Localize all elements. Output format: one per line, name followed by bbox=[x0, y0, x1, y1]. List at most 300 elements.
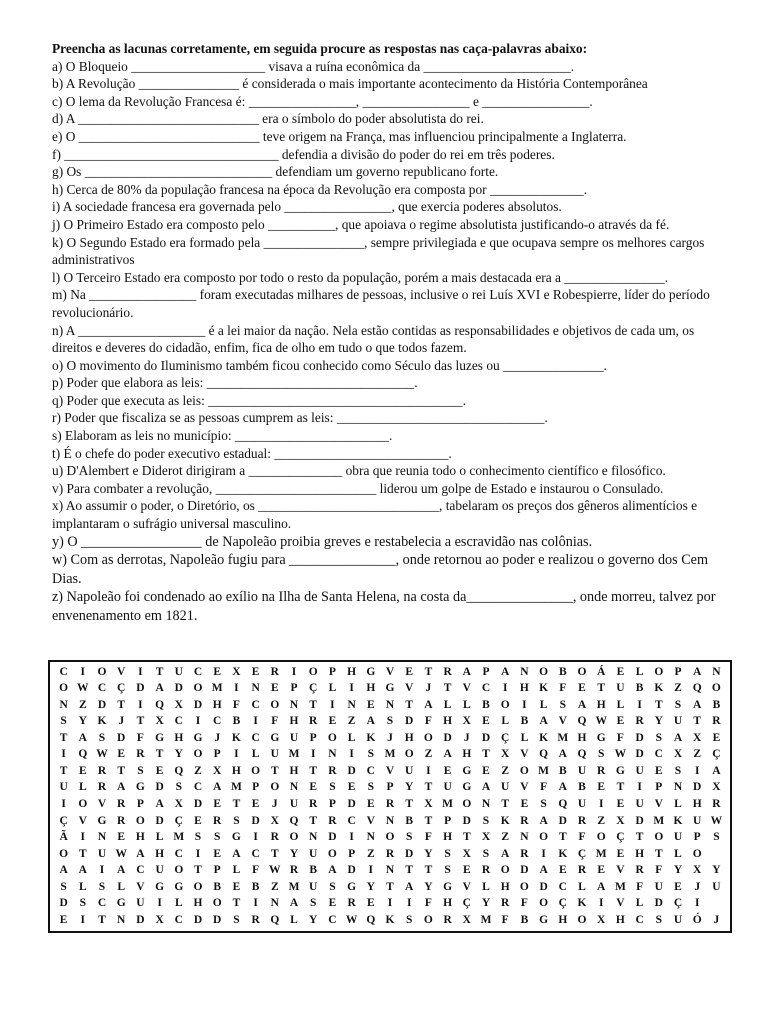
grid-letter: Y bbox=[424, 847, 433, 860]
grid-letter: H bbox=[558, 913, 568, 926]
grid-letter: F bbox=[232, 698, 240, 711]
grid-letter: T bbox=[424, 814, 433, 827]
grid-letter: A bbox=[117, 864, 126, 877]
grid-letter: I bbox=[195, 715, 201, 728]
grid-letter: Q bbox=[78, 748, 88, 761]
grid-letter: Z bbox=[693, 748, 702, 761]
grid-letter: A bbox=[155, 798, 164, 811]
grid-letter: D bbox=[405, 715, 414, 728]
grid-letter: P bbox=[386, 781, 394, 794]
grid-letter: Q bbox=[539, 748, 549, 761]
grid-letter: A bbox=[481, 781, 491, 794]
grid-letter: H bbox=[289, 715, 299, 728]
grid-letter: T bbox=[424, 665, 433, 678]
grid-letter: Z bbox=[501, 764, 510, 777]
grid-letter: T bbox=[309, 764, 318, 777]
grid-letter: L bbox=[578, 880, 586, 893]
grid-letter: G bbox=[385, 682, 395, 695]
grid-letter: E bbox=[251, 665, 260, 678]
grid-letter: E bbox=[674, 880, 682, 893]
grid-letter: S bbox=[405, 913, 413, 926]
grid-letter: S bbox=[367, 781, 374, 794]
grid-letter: R bbox=[270, 665, 279, 678]
grid-letter: V bbox=[385, 665, 395, 678]
grid-letter: R bbox=[501, 897, 510, 910]
grid-letter: T bbox=[117, 764, 126, 777]
grid-letter: D bbox=[251, 814, 260, 827]
grid-letter: A bbox=[539, 864, 548, 877]
grid-letter: H bbox=[692, 798, 702, 811]
grid-letter: C bbox=[654, 748, 663, 761]
grid-letter: D bbox=[520, 864, 529, 877]
grid-letter: T bbox=[78, 847, 87, 860]
grid-letter: D bbox=[481, 731, 491, 744]
question-j: j) O Primeiro Estado era composto pelo __________, que apoiava o regime absolutista justificando-o através da fé. bbox=[52, 216, 670, 232]
grid-letter: X bbox=[616, 814, 625, 827]
grid-letter: D bbox=[635, 814, 644, 827]
grid-letter: V bbox=[520, 781, 529, 794]
grid-letter: O bbox=[577, 665, 587, 678]
grid-letter: O bbox=[654, 831, 664, 844]
grid-letter: X bbox=[232, 665, 241, 678]
grid-letter: A bbox=[501, 847, 510, 860]
grid-letter: A bbox=[539, 814, 548, 827]
grid-letter: M bbox=[557, 731, 569, 744]
grid-letter: V bbox=[520, 748, 529, 761]
grid-letter: C bbox=[213, 715, 222, 728]
grid-letter: U bbox=[616, 682, 625, 695]
grid-letter: Ó bbox=[692, 913, 702, 926]
grid-letter: T bbox=[405, 864, 414, 877]
grid-letter: E bbox=[117, 748, 126, 761]
grid-letter: U bbox=[443, 781, 452, 794]
grid-letter: O bbox=[59, 847, 69, 860]
grid-letter: O bbox=[539, 897, 549, 910]
grid-letter: Y bbox=[673, 864, 683, 877]
grid-letter: E bbox=[194, 814, 202, 827]
grid-letter: P bbox=[348, 847, 356, 860]
grid-letter: J bbox=[425, 682, 432, 695]
question-g: g) Os ____________________________ defendiam um governo republicano forte. bbox=[52, 164, 499, 180]
grid-letter: I bbox=[694, 764, 700, 777]
grid-letter: J bbox=[694, 880, 701, 893]
grid-letter: B bbox=[712, 698, 721, 711]
grid-letter: S bbox=[674, 698, 682, 711]
grid-letter: P bbox=[213, 748, 221, 761]
grid-letter: C bbox=[174, 913, 183, 926]
grid-letter: L bbox=[539, 698, 548, 711]
grid-letter: E bbox=[78, 764, 87, 777]
grid-letter: W bbox=[96, 748, 108, 761]
grid-letter: Y bbox=[309, 913, 318, 926]
grid-letter: A bbox=[539, 715, 548, 728]
grid-letter: O bbox=[59, 682, 69, 695]
grid-letter: D bbox=[635, 731, 644, 744]
grid-letter: S bbox=[194, 831, 202, 844]
grid-letter: O bbox=[404, 748, 414, 761]
grid-letter: O bbox=[423, 731, 433, 744]
grid-letter: R bbox=[443, 665, 452, 678]
grid-letter: Z bbox=[424, 748, 433, 761]
grid-letter: W bbox=[269, 864, 281, 877]
grid-letter: A bbox=[366, 715, 375, 728]
grid-letter: S bbox=[655, 913, 662, 926]
grid-letter: A bbox=[462, 665, 471, 678]
grid-letter: Ç bbox=[462, 897, 471, 910]
grid-letter: A bbox=[155, 682, 164, 695]
grid-letter: L bbox=[328, 682, 337, 695]
grid-letter: V bbox=[97, 798, 107, 811]
grid-letter: L bbox=[674, 847, 682, 860]
grid-letter: U bbox=[97, 847, 107, 860]
grid-letter: I bbox=[349, 831, 354, 844]
grid-letter: C bbox=[366, 764, 375, 777]
grid-letter: I bbox=[368, 864, 374, 877]
grid-letter: B bbox=[578, 781, 586, 794]
grid-letter: L bbox=[482, 880, 490, 893]
grid-letter: E bbox=[213, 847, 222, 860]
grid-letter: Q bbox=[577, 715, 587, 728]
grid-letter: I bbox=[253, 715, 258, 728]
question-l: l) O Terceiro Estado era composto por todo o resto da população, porém a mais destacada era a _______________. bbox=[52, 269, 669, 285]
question-n: n) A ___________________ é a lei maior da nação. Nela estão contidas as responsabilidades e objetivos de cada um, os direitos e deveres do cidadão, enfim, fica de olho em tudo o que todos fazem. bbox=[52, 322, 695, 356]
grid-letter: I bbox=[349, 748, 354, 761]
grid-letter: O bbox=[212, 897, 222, 910]
grid-letter: G bbox=[347, 880, 357, 893]
grid-letter: V bbox=[78, 814, 87, 827]
grid-letter: O bbox=[97, 665, 107, 678]
grid-letter: E bbox=[155, 764, 164, 777]
grid-letter bbox=[707, 846, 726, 863]
grid-letter: L bbox=[78, 880, 87, 893]
grid-letter: E bbox=[59, 913, 68, 926]
grid-letter: L bbox=[155, 831, 164, 844]
grid-letter: R bbox=[385, 798, 395, 811]
grid-letter: T bbox=[482, 748, 490, 761]
question-s: s) Elaboram as leis no município: _______________________. bbox=[52, 428, 393, 444]
grid-letter: A bbox=[78, 731, 87, 744]
grid-letter: Y bbox=[174, 748, 183, 761]
grid-letter: O bbox=[539, 665, 549, 678]
grid-letter: L bbox=[520, 731, 529, 744]
question-x: x) Ao assumir o poder, o Diretório, os ___________________________, tabelaram os preços dos gêneros alimentícios e implantaram o sufrágio universal masculino. bbox=[52, 498, 698, 532]
grid-letter: K bbox=[558, 847, 568, 860]
grid-letter: I bbox=[349, 682, 354, 695]
grid-letter: S bbox=[60, 715, 67, 728]
grid-letter: G bbox=[443, 880, 453, 893]
grid-letter: R bbox=[289, 864, 299, 877]
word-search-grid bbox=[48, 660, 732, 933]
grid-letter: N bbox=[481, 798, 491, 811]
grid-letter: B bbox=[520, 913, 529, 926]
grid-letter: M bbox=[288, 880, 300, 893]
grid-letter: V bbox=[385, 764, 395, 777]
grid-letter: J bbox=[387, 731, 393, 744]
grid-letter: E bbox=[328, 897, 337, 910]
grid-letter: O bbox=[385, 831, 395, 844]
grid-letter: J bbox=[118, 715, 125, 728]
grid-letter: P bbox=[136, 798, 144, 811]
grid-letter: M bbox=[384, 748, 396, 761]
question-k: k) O Segundo Estado era formado pela _______________, sempre privilegiada e que ocupava sempre os melhores cargos administrativos bbox=[52, 234, 705, 268]
grid-letter: T bbox=[155, 665, 164, 678]
grid-letter: S bbox=[444, 847, 451, 860]
grid-letter: C bbox=[193, 665, 203, 678]
grid-letter: M bbox=[288, 748, 300, 761]
grid-letter: U bbox=[270, 748, 279, 761]
grid-letter: F bbox=[559, 682, 567, 695]
grid-letter: E bbox=[366, 897, 375, 910]
grid-letter: H bbox=[231, 764, 241, 777]
grid-letter: V bbox=[616, 864, 625, 877]
grid-letter: D bbox=[59, 897, 68, 910]
grid-letter: K bbox=[231, 731, 241, 744]
grid-letter: O bbox=[500, 864, 510, 877]
grid-letter: S bbox=[213, 831, 221, 844]
grid-letter: I bbox=[234, 682, 239, 695]
grid-letter: L bbox=[347, 731, 356, 744]
grid-letter: A bbox=[577, 698, 587, 711]
grid-letter: T bbox=[654, 698, 663, 711]
grid-letter: T bbox=[232, 798, 241, 811]
grid-letter: U bbox=[673, 913, 683, 926]
grid-letter: H bbox=[519, 682, 529, 695]
grid-letter: A bbox=[328, 864, 337, 877]
grid-letter: J bbox=[463, 731, 470, 744]
grid-letter: N bbox=[366, 831, 375, 844]
grid-letter: H bbox=[174, 731, 184, 744]
grid-letter: M bbox=[480, 913, 492, 926]
grid-letter: S bbox=[367, 748, 374, 761]
grid-letter: Y bbox=[289, 847, 299, 860]
grid-letter: I bbox=[598, 897, 604, 910]
grid-letter: C bbox=[558, 880, 567, 893]
grid-letter: I bbox=[291, 665, 297, 678]
grid-letter: T bbox=[309, 698, 318, 711]
grid-letter: E bbox=[597, 781, 606, 794]
grid-letter: Z bbox=[501, 831, 510, 844]
grid-letter: U bbox=[59, 781, 68, 794]
grid-letter: M bbox=[442, 798, 454, 811]
grid-letter: D bbox=[117, 731, 126, 744]
grid-letter: C bbox=[174, 715, 183, 728]
grid-letter: T bbox=[616, 781, 625, 794]
grid-letter: O bbox=[327, 731, 337, 744]
grid-letter: M bbox=[211, 682, 223, 695]
grid-letter: Z bbox=[194, 764, 202, 777]
grid-letter: I bbox=[195, 847, 201, 860]
grid-letter: H bbox=[577, 731, 587, 744]
grid-letter: V bbox=[136, 880, 145, 893]
grid-letter: S bbox=[233, 913, 240, 926]
question-z: z) Napoleão foi condenado ao exílio na Ilha de Santa Helena, na costa da_______________, onde morreu, talvez por envenenamento em 1821. bbox=[52, 589, 716, 624]
grid-letter: G bbox=[116, 897, 126, 910]
grid-letter: D bbox=[193, 698, 203, 711]
grid-letter: R bbox=[309, 798, 318, 811]
grid-letter: C bbox=[251, 731, 260, 744]
question-w: w) Com as derrotas, Napoleão fugiu para _______________, onde retornou ao poder e realizou o governo dos Cem Dias. bbox=[52, 552, 708, 587]
question-h: h) Cerca de 80% da população francesa na época da Revolução era composta por ______________. bbox=[52, 181, 588, 197]
grid-letter: L bbox=[78, 781, 87, 794]
grid-letter: N bbox=[385, 864, 395, 877]
grid-letter: I bbox=[522, 698, 527, 711]
grid-letter: W bbox=[614, 748, 627, 761]
grid-letter: H bbox=[347, 665, 357, 678]
grid-letter: T bbox=[424, 864, 433, 877]
grid-letter: C bbox=[97, 682, 107, 695]
grid-letter: U bbox=[289, 731, 299, 744]
grid-letter: L bbox=[501, 715, 510, 728]
grid-letter: S bbox=[386, 715, 394, 728]
grid-letter: N bbox=[59, 698, 68, 711]
grid-letter: D bbox=[193, 798, 203, 811]
grid-letter: R bbox=[597, 764, 606, 777]
grid-letter: T bbox=[558, 831, 567, 844]
grid-letter: A bbox=[117, 781, 126, 794]
grid-letter: Ç bbox=[59, 814, 68, 827]
grid-letter: I bbox=[99, 864, 105, 877]
grid-letter: N bbox=[97, 831, 107, 844]
grid-letter: Ç bbox=[309, 682, 318, 695]
grid-letter: K bbox=[673, 814, 683, 827]
grid-letter: R bbox=[520, 814, 529, 827]
grid-letter: N bbox=[117, 913, 126, 926]
grid-letter: R bbox=[97, 764, 107, 777]
grid-letter: X bbox=[501, 748, 510, 761]
grid-letter: P bbox=[482, 665, 490, 678]
question-v: v) Para combater a revolução, ________________________ liderou um golpe de Estado e instaurou o Consulado. bbox=[52, 480, 664, 496]
grid-letter: X bbox=[462, 715, 471, 728]
grid-letter: T bbox=[462, 831, 471, 844]
grid-letter: N bbox=[520, 831, 529, 844]
grid-letter: O bbox=[577, 913, 587, 926]
grid-letter: Y bbox=[481, 897, 491, 910]
grid-letter: B bbox=[232, 715, 241, 728]
grid-letter: T bbox=[136, 715, 145, 728]
grid-letter: L bbox=[174, 897, 183, 910]
grid-letter: I bbox=[80, 913, 86, 926]
grid-letter: H bbox=[635, 847, 645, 860]
grid-letter: C bbox=[328, 913, 337, 926]
question-i: i) A sociedade francesa era governada pelo ________________, que exercia poderes absolutos. bbox=[52, 199, 562, 215]
grid-letter: G bbox=[97, 814, 107, 827]
grid-letter: V bbox=[558, 715, 567, 728]
grid-letter: E bbox=[251, 798, 260, 811]
grid-letter: N bbox=[328, 748, 337, 761]
grid-letter: O bbox=[423, 913, 433, 926]
grid-letter: E bbox=[482, 764, 490, 777]
grid-letter: A bbox=[673, 731, 683, 744]
grid-letter: O bbox=[193, 748, 203, 761]
grid-letter: V bbox=[654, 798, 663, 811]
grid-letter: T bbox=[424, 781, 433, 794]
grid-letter: T bbox=[443, 682, 452, 695]
grid-letter: M bbox=[538, 764, 550, 777]
grid-letter: Q bbox=[174, 764, 184, 777]
grid-letter: S bbox=[60, 880, 67, 893]
grid-letter: X bbox=[712, 781, 721, 794]
grid-letter: K bbox=[385, 913, 395, 926]
grid-letter: U bbox=[693, 814, 702, 827]
grid-letter: A bbox=[424, 698, 433, 711]
grid-letter: U bbox=[654, 880, 663, 893]
grid-letter: X bbox=[693, 864, 702, 877]
grid-letter: X bbox=[174, 698, 183, 711]
grid-letter: H bbox=[212, 698, 222, 711]
grid-letter: P bbox=[328, 665, 336, 678]
grid-letter: J bbox=[214, 731, 221, 744]
grid-letter: K bbox=[539, 731, 549, 744]
grid-letter: N bbox=[712, 665, 721, 678]
grid-letter: G bbox=[174, 880, 184, 893]
grid-letter: D bbox=[213, 913, 222, 926]
question-p: p) Poder que elabora as leis: _______________________________. bbox=[52, 375, 418, 391]
grid-letter: V bbox=[616, 897, 625, 910]
grid-letter: V bbox=[117, 665, 126, 678]
grid-letter: E bbox=[213, 798, 222, 811]
grid-letter: R bbox=[213, 814, 222, 827]
grid-letter: E bbox=[405, 665, 414, 678]
grid-letter: I bbox=[234, 748, 239, 761]
grid-letter: K bbox=[654, 682, 664, 695]
grid-letter: D bbox=[136, 913, 145, 926]
grid-letter: B bbox=[482, 698, 490, 711]
grid-letter: N bbox=[347, 698, 356, 711]
grid-letter: R bbox=[328, 764, 337, 777]
grid-letter: T bbox=[405, 698, 414, 711]
grid-letter: K bbox=[366, 731, 376, 744]
grid-letter: Ç bbox=[616, 831, 625, 844]
grid-letter: D bbox=[654, 897, 663, 910]
grid-letter: O bbox=[308, 665, 318, 678]
grid-letter: H bbox=[366, 682, 376, 695]
grid-letter: O bbox=[193, 880, 203, 893]
grid-letter: Y bbox=[78, 715, 87, 728]
grid-letter: Ç bbox=[117, 682, 126, 695]
grid-letter: U bbox=[673, 715, 683, 728]
grid-letter: Z bbox=[78, 698, 87, 711]
grid-letter: F bbox=[424, 897, 432, 910]
grid-letter: O bbox=[519, 764, 529, 777]
grid-letter: O bbox=[692, 847, 702, 860]
grid-letter: A bbox=[443, 748, 452, 761]
grid-letter: S bbox=[597, 748, 605, 761]
grid-letter: E bbox=[482, 715, 490, 728]
grid-letter: A bbox=[712, 764, 721, 777]
grid-letter: E bbox=[654, 764, 663, 777]
grid-letter: W bbox=[115, 847, 127, 860]
grid-letter: A bbox=[693, 698, 702, 711]
grid-letter: W bbox=[710, 814, 723, 827]
grid-letter: X bbox=[462, 847, 471, 860]
grid-letter: L bbox=[443, 698, 452, 711]
grid-letter: G bbox=[596, 731, 606, 744]
grid-letter: X bbox=[213, 764, 222, 777]
grid-letter: P bbox=[252, 781, 260, 794]
grid-letter: Z bbox=[347, 715, 356, 728]
grid-letter: S bbox=[98, 731, 106, 744]
grid-letter: M bbox=[173, 831, 185, 844]
grid-letter: K bbox=[577, 897, 587, 910]
grid-letter: S bbox=[309, 897, 317, 910]
grid-letter: A bbox=[78, 864, 87, 877]
grid-letter: L bbox=[232, 864, 241, 877]
question-t: t) É o chefe do poder executivo estadual: __________________________. bbox=[52, 445, 452, 461]
grid-letter: T bbox=[155, 748, 164, 761]
grid-letter: P bbox=[328, 798, 336, 811]
grid-letter: K bbox=[539, 682, 549, 695]
grid-letter: I bbox=[637, 781, 642, 794]
